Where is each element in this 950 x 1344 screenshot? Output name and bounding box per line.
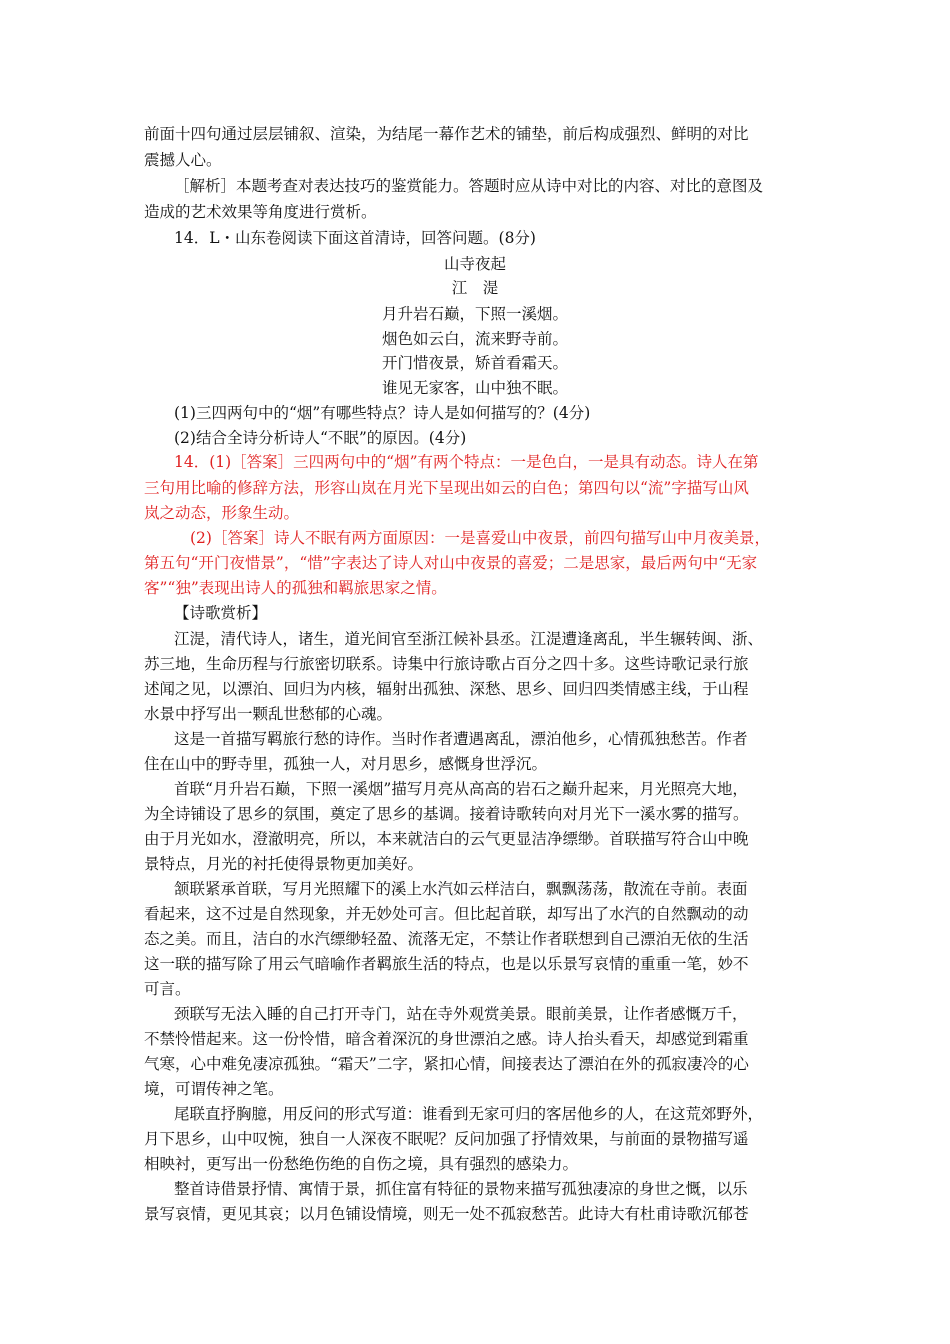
paragraph-line: 前面十四句通过层层铺叙、渲染，为结尾一幕作艺术的铺垫，前后构成强烈、鲜明的对比: [144, 125, 749, 143]
poem-line: 烟色如云白，流来野寺前。: [381, 330, 568, 348]
answer-line: 客”“独”表现出诗人的孤独和羁旅思家之情。: [144, 579, 447, 597]
paragraph-line: 苏三地，生命历程与行旅密切联系。诗集中行旅诗歌占百分之四十多。这些诗歌记录行旅: [144, 655, 749, 673]
paragraph-line: 可言。: [144, 980, 191, 998]
answer-line: 三句用比喻的修辞方法，形容山岚在月光下呈现出如云的白色；第四句以“流”字描写山风: [144, 479, 749, 497]
answer-line: (2)［答案］诗人不眠有两方面原因：一是喜爱山中夜景，前四句描写山中月夜美景，: [190, 529, 770, 547]
paragraph-line: 住在山中的野寺里，孤独一人，对月思乡，感慨身世浮沉。: [144, 755, 548, 773]
paragraph-line: 为全诗铺设了思乡的氛围，奠定了思乡的基调。接着诗歌转向对月光下一溪水雾的描写。: [144, 805, 749, 823]
analysis-line: 造成的艺术效果等角度进行赏析。: [144, 203, 377, 221]
paragraph-line: 颔联紧承首联，写月光照耀下的溪上水汽如云样洁白，飘飘荡荡，散流在寺前。表面: [174, 880, 748, 898]
paragraph-line: 述闻之见，以漂泊、回归为内核，辐射出孤独、深愁、思乡、回归四类情感主线，于山程: [144, 680, 749, 698]
paragraph-line: 景写哀情，更见其哀；以月色铺设情境，则无一处不孤寂愁苦。此诗大有杜甫诗歌沉郁苍: [144, 1205, 749, 1223]
paragraph-line: 境，可谓传神之笔。: [144, 1080, 284, 1098]
paragraph-line: 由于月光如水，澄澈明亮，所以，本来就洁白的云气更显洁净缥缈。首联描写符合山中晚: [144, 830, 749, 848]
paragraph-line: 不禁怜惜起来。这一份怜惜，暗含着深沉的身世漂泊之感。诗人抬头看天，却感觉到霜重: [144, 1030, 749, 1048]
answer-line: 第五句“开门夜惜景”，“惜”字表达了诗人对山中夜景的喜爱；二是思家，最后两句中“无家: [144, 554, 758, 572]
paragraph-line: 江湜，清代诗人，诸生，道光间官至浙江候补县丞。江湜遭逢离乱，半生辗转闽、浙、: [174, 630, 764, 648]
paragraph-line: 颈联写无法入睡的自己打开寺门，站在寺外观赏美景。眼前美景，让作者感慨万千，: [174, 1005, 748, 1023]
paragraph-line: 尾联直抒胸臆，用反问的形式写道：谁看到无家可归的客居他乡的人，在这荒郊野外，: [174, 1105, 764, 1123]
answer-line: 岚之动态，形象生动。: [144, 504, 300, 522]
paragraph-line: 月下思乡，山中叹惋，独自一人深夜不眠呢？反问加强了抒情效果，与前面的景物描写遥: [144, 1130, 749, 1148]
sub-question: (1)三四两句中的“烟”有哪些特点？诗人是如何描写的？(4分): [174, 404, 591, 422]
analysis-line: ［解析］本题考查对表达技巧的鉴赏能力。答题时应从诗中对比的内容、对比的意图及: [174, 177, 764, 195]
poem-line: 月升岩石巅，下照一溪烟。: [381, 305, 568, 323]
question-heading: 14．L・山东卷阅读下面这首清诗，回答问题。(8分): [174, 229, 536, 247]
paragraph-line: 相映衬，更写出一份愁绝伤绝的自伤之境，具有强烈的感染力。: [144, 1155, 579, 1173]
poem-title: 山寺夜起: [443, 255, 506, 273]
section-heading: 【诗歌赏析】: [174, 604, 268, 622]
sub-question: (2)结合全诗分析诗人“不眠”的原因。(4分): [174, 429, 467, 447]
paragraph-line: 水景中抒写出一颗乱世愁郁的心魂。: [144, 705, 393, 723]
paragraph-line: 看起来，这不过是自然现象，并无妙处可言。但比起首联，却写出了水汽的自然飘动的动: [144, 905, 749, 923]
paragraph-line: 整首诗借景抒情、寓情于景，抓住富有特征的景物来描写孤独凄凉的身世之慨，以乐: [174, 1180, 748, 1198]
paragraph-line: 景特点，月光的衬托使得景物更加美好。: [144, 855, 424, 873]
paragraph-line: 震撼人心。: [144, 151, 222, 169]
paragraph-line: 这是一首描写羁旅行愁的诗作。当时作者遭遇离乱，漂泊他乡，心情孤独愁苦。作者: [174, 730, 748, 748]
paragraph-line: 首联“月升岩石巅，下照一溪烟”描写月亮从高高的岩石之巅升起来，月光照亮大地，: [174, 780, 748, 798]
paragraph-line: 态之美。而且，洁白的水汽缥缈轻盈、流落无定，不禁让作者联想到自己漂泊无依的生活: [144, 930, 749, 948]
answer-line: 14．(1)［答案］三四两句中的“烟”有两个特点：一是色白，一是具有动态。诗人在第: [174, 453, 759, 471]
poem-line: 谁见无家客，山中独不眠。: [381, 379, 568, 397]
poem-author: 江 湜: [451, 279, 499, 297]
poem-line: 开门惜夜景，矫首看霜天。: [381, 354, 568, 372]
paragraph-line: 气寒，心中难免凄凉孤独。“霜天”二字，紧扣心情，间接表达了漂泊在外的孤寂凄冷的心: [144, 1055, 749, 1073]
paragraph-line: 这一联的描写除了用云气暗喻作者羁旅生活的特点，也是以乐景写哀情的重重一笔，妙不: [144, 955, 749, 973]
